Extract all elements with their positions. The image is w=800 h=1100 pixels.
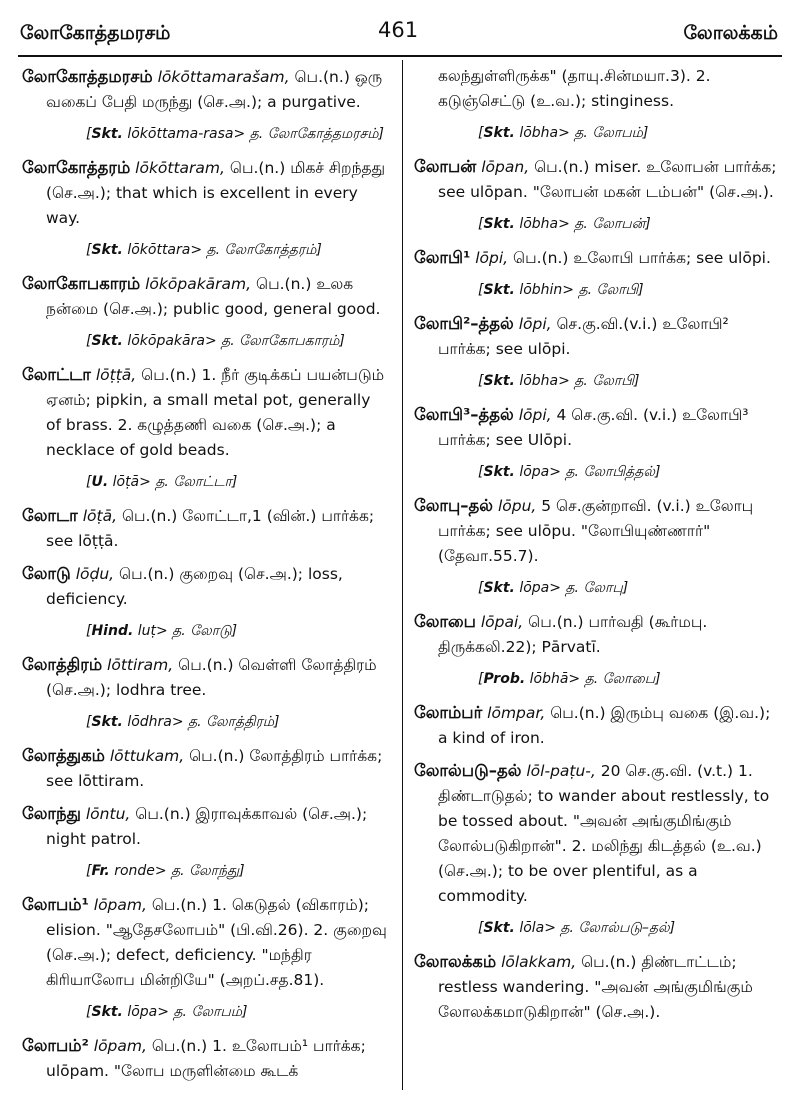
- entry-continuation: [414, 64, 780, 114]
- etymology-note: [Skt. lōla> த. லோல்படு–தல்]: [478, 920, 676, 936]
- etymology-language: Skt.: [483, 580, 515, 596]
- entry-transliteration: lōkōttaram,: [135, 159, 225, 177]
- header-last-word: லோலக்கம்: [683, 22, 778, 44]
- etymology-language: Skt.: [483, 282, 515, 298]
- entry-transliteration: lōpai,: [480, 613, 524, 631]
- entry-transliteration: lōḍu,: [75, 565, 115, 583]
- etymology-language: Fr.: [91, 863, 110, 879]
- entry-transliteration: lōpi,: [518, 315, 552, 333]
- dictionary-entry: [22, 743, 390, 794]
- etymology-note: [Skt. lōdhra> த. லோத்திரம்]: [86, 714, 280, 730]
- entry-transliteration: lōpam,: [93, 896, 147, 914]
- entry-definition: பெ.(n.) மிகச் சிறந்தது (செ.அ.); that which is excellent in every way.: [46, 159, 386, 227]
- etymology-language: Skt.: [91, 126, 123, 142]
- etymology-language: Skt.: [483, 464, 515, 480]
- entry-headword: லோபம்¹: [22, 895, 89, 914]
- entry-transliteration: lōttiram,: [107, 656, 174, 674]
- entry-transliteration: lōpan,: [481, 158, 530, 176]
- entry-definition: பெ.(n.) 1. உலோபம்¹ பார்க்க; ulōpam. "லோப மருளின்மை கூடக்: [46, 1037, 366, 1080]
- dictionary-entry: [414, 758, 780, 909]
- entry-definition: பெ.(n.) லோட்டா,1 (வின்.) பார்க்க; see lōṭṭā.: [46, 507, 375, 550]
- etymology-note: [Skt. lōkōpakāra> த. லோகோபகாரம்]: [86, 333, 345, 349]
- etymology-source: lōṭā> த. லோட்டா: [112, 474, 232, 490]
- entry-definition: 20 செ.கு.வி. (v.t.) 1. திண்டாடுதல்; to wander about restlessly, to be tossed about. "அவன் அங்குமிங்கும் லோல்படுகிறான்". 2. மலிந்து கிடத்தல் (உ.வ.) (செ.அ.); to be over plentiful, as a commodity.: [438, 762, 770, 905]
- entry-headword: லோல்படு–தல்: [414, 761, 522, 780]
- etymology-note: [Skt. lōpa> த. லோபம்]: [86, 1004, 248, 1020]
- dictionary-entry: [22, 503, 390, 554]
- page-header: [18, 18, 782, 52]
- entry-headword: லோகோத்தமரசம்: [22, 67, 153, 86]
- dictionary-entry: [414, 402, 780, 453]
- entry-transliteration: lōlakkam,: [501, 953, 577, 971]
- entry-transliteration: lōpu,: [497, 497, 537, 515]
- etymology-language: Skt.: [91, 714, 123, 730]
- entry-transliteration: lōkōpakāram,: [145, 275, 252, 293]
- entry-headword: லோபி²–த்தல்: [414, 314, 514, 333]
- etymology-source: lōpa> த. லோபு: [519, 580, 623, 596]
- entry-definition: பெ.(n.) குறைவு (செ.அ.); loss, deficiency.: [46, 565, 343, 608]
- header-rule: [18, 55, 782, 57]
- entry-headword: லோட்டா: [22, 365, 91, 384]
- entry-transliteration: lōntu,: [85, 805, 131, 823]
- page-number: 461: [378, 18, 419, 42]
- etymology-language: U.: [91, 474, 109, 490]
- entry-headword: லோபு–தல்: [414, 496, 494, 515]
- dictionary-entry: [414, 493, 780, 569]
- dictionary-entry: [414, 609, 780, 660]
- entry-transliteration: lōmpar,: [487, 704, 546, 722]
- etymology-language: Skt.: [91, 242, 123, 258]
- entry-definition: பெ.(n.) திண்டாட்டம்; restless wandering. "அவன் அங்குமிங்கும் லோலக்கமாடுகிறான்" (செ.அ.).: [438, 953, 753, 1021]
- entry-definition: பெ.(n.) 1. கெடுதல் (விகாரம்); elision. "ஆதேசலோபம்" (பி.வி.26). 2. குறைவு (செ.அ.); defect, deficiency. "மந்திர கிரியாலோப மின்றியே" (அறப்.சத.81).: [46, 896, 387, 989]
- dictionary-entry: [414, 311, 780, 362]
- entry-definition: 4 செ.கு.வி. (v.i.) உலோபி³ பார்க்க; see Ulōpi.: [438, 406, 749, 449]
- etymology-note: [Skt. lōpa> த. லோபித்தல்]: [478, 464, 661, 480]
- entry-transliteration: lōl-paṭu-,: [526, 762, 596, 780]
- etymology-language: Skt.: [483, 920, 515, 936]
- entry-headword: லோலக்கம்: [414, 952, 497, 971]
- entry-definition: கலந்துள்ளிருக்க" (தாயு.சின்மயா.3). 2. கடுஞ்செட்டு (உ.வ.); stinginess.: [438, 67, 711, 110]
- entry-headword: லோடா: [22, 506, 78, 525]
- etymology-source: lōdhra> த. லோத்திரம்: [127, 714, 275, 730]
- etymology-language: Skt.: [483, 373, 515, 389]
- entry-definition: பெ.(n.) இராவுக்காவல் (செ.அ.); night patrol.: [46, 805, 368, 848]
- entry-headword: லோந்து: [22, 804, 81, 823]
- etymology-note: [Skt. lōkōttama-rasa> த. லோகோத்தமரசம்]: [86, 126, 384, 142]
- right-column: [414, 64, 780, 1032]
- etymology-note: [Fr. ronde> த. லோந்து]: [86, 863, 245, 879]
- etymology-note: [Skt. lōbhin> த. லோபி]: [478, 282, 644, 298]
- entry-transliteration: lōṭṭā,: [95, 366, 137, 384]
- entry-definition: பெ.(n.) லோத்திரம் பார்க்க; see lōttiram.: [46, 747, 383, 790]
- etymology-source: ronde> த. லோந்து: [114, 863, 240, 879]
- dictionary-entry: [414, 245, 780, 271]
- entry-headword: லோபன்: [414, 157, 477, 176]
- entry-headword: லோம்பர்: [414, 703, 483, 722]
- column-divider: [402, 60, 403, 1090]
- dictionary-entry: [22, 362, 390, 463]
- etymology-language: Skt.: [483, 216, 515, 232]
- entry-definition: 5 செ.குன்றாவி. (v.i.) உலோபு பார்க்க; see ulōpu. "லோபியுண்ணார்" (தேவா.55.7).: [438, 497, 754, 565]
- left-column: [22, 64, 390, 1091]
- entry-transliteration: lōkōttamarašam,: [157, 68, 290, 86]
- entry-headword: லோபை: [414, 612, 476, 631]
- etymology-source: lōbhin> த. லோபி: [519, 282, 639, 298]
- etymology-source: lōbha> த. லோபன்: [519, 216, 646, 232]
- dictionary-entry: [414, 700, 780, 751]
- dictionary-entry: [414, 154, 780, 205]
- entry-headword: லோடு: [22, 564, 71, 583]
- etymology-note: [Prob. lōbhā> த. லோபை]: [478, 671, 661, 687]
- etymology-note: [Skt. lōbha> த. லோபன்]: [478, 216, 651, 232]
- entry-definition: பெ.(n.) இரும்பு வகை (இ.வ.); a kind of iron.: [438, 704, 771, 747]
- entry-definition: பெ.(n.) 1. நீர் குடிக்கப் பயன்படும் ஏனம்; pipkin, a small metal pot, generally of brass. 2. கழுத்தணி வகை (செ.அ.); a necklace of gold beads.: [46, 366, 385, 459]
- etymology-language: Skt.: [483, 125, 515, 141]
- header-first-word: லோகோத்தமரசம்: [20, 22, 171, 44]
- dictionary-entry: [22, 561, 390, 612]
- entry-headword: லோத்திரம்: [22, 655, 103, 674]
- etymology-source: lōpa> த. லோபம்: [127, 1004, 243, 1020]
- dictionary-entry: [22, 801, 390, 852]
- etymology-note: [Skt. lōpa> த. லோபு]: [478, 580, 629, 596]
- dictionary-entry: [22, 1033, 390, 1084]
- etymology-source: lōbha> த. லோபம்: [519, 125, 643, 141]
- dictionary-entry: [414, 949, 780, 1025]
- entry-headword: லோகோபகாரம்: [22, 274, 141, 293]
- entry-definition: பெ.(n.) ஒரு வகைப் பேதி மருந்து (செ.அ.); a purgative.: [46, 68, 383, 111]
- etymology-source: lōkōttara> த. லோகோத்தரம்: [127, 242, 317, 258]
- etymology-note: [Skt. lōkōttara> த. லோகோத்தரம்]: [86, 242, 322, 258]
- etymology-language: Skt.: [91, 333, 123, 349]
- entry-definition: பெ.(n.) வெள்ளி லோத்திரம் (செ.அ.); lodhra tree.: [46, 656, 377, 699]
- etymology-source: lōkōttama-rasa> த. லோகோத்தமரசம்: [127, 126, 379, 142]
- etymology-source: lōla> த. லோல்படு–தல்: [519, 920, 670, 936]
- entry-transliteration: lōṭā,: [82, 507, 118, 525]
- etymology-language: Skt.: [91, 1004, 123, 1020]
- etymology-note: [Skt. lōbha> த. லோபம்]: [478, 125, 649, 141]
- entry-definition: செ.கு.வி.(v.i.) உலோபி² பார்க்க; see ulōpi.: [438, 315, 729, 358]
- entry-headword: லோபம்²: [22, 1036, 89, 1055]
- etymology-language: Hind.: [91, 623, 134, 639]
- dictionary-entry: [22, 652, 390, 703]
- entry-headword: லோபி³–த்தல்: [414, 405, 514, 424]
- etymology-note: [U. lōṭā> த. லோட்டா]: [86, 474, 238, 490]
- dictionary-entry: [22, 155, 390, 231]
- etymology-source: lōkōpakāra> த. லோகோபகாரம்: [127, 333, 340, 349]
- etymology-note: [Skt. lōbha> த. லோபி]: [478, 373, 640, 389]
- etymology-language: Prob.: [483, 671, 526, 687]
- etymology-source: lōbhā> த. லோபை: [529, 671, 656, 687]
- entry-transliteration: lōpi,: [475, 249, 509, 267]
- entry-headword: லோத்துகம்: [22, 746, 105, 765]
- entry-headword: லோகோத்தரம்: [22, 158, 131, 177]
- entry-headword: லோபி¹: [414, 248, 471, 267]
- dictionary-entry: [22, 64, 390, 115]
- entry-definition: பெ.(n.) உலோபி பார்க்க; see ulōpi.: [508, 249, 771, 267]
- entry-definition: பெ.(n.) உலக நன்மை (செ.அ.); public good, general good.: [46, 275, 381, 318]
- dictionary-entry: [22, 892, 390, 993]
- etymology-source: lōpa> த. லோபித்தல்: [519, 464, 655, 480]
- dictionary-entry: [22, 271, 390, 322]
- entry-transliteration: lōttukam,: [109, 747, 185, 765]
- entry-definition: பெ.(n.) பார்வதி (கூர்மபு. திருக்கலி.22); Pārvatī.: [438, 613, 708, 656]
- entry-transliteration: lōpi,: [518, 406, 552, 424]
- etymology-source: lōbha> த. லோபி: [519, 373, 634, 389]
- etymology-source: luṭ> த. லோடு: [137, 623, 232, 639]
- etymology-note: [Hind. luṭ> த. லோடு]: [86, 623, 238, 639]
- entry-transliteration: lōpam,: [93, 1037, 147, 1055]
- entry-definition: பெ.(n.) miser. உலோபன் பார்க்க; see ulōpan. "லோபன் மகன் டம்பன்" (செ.அ.).: [438, 158, 777, 201]
